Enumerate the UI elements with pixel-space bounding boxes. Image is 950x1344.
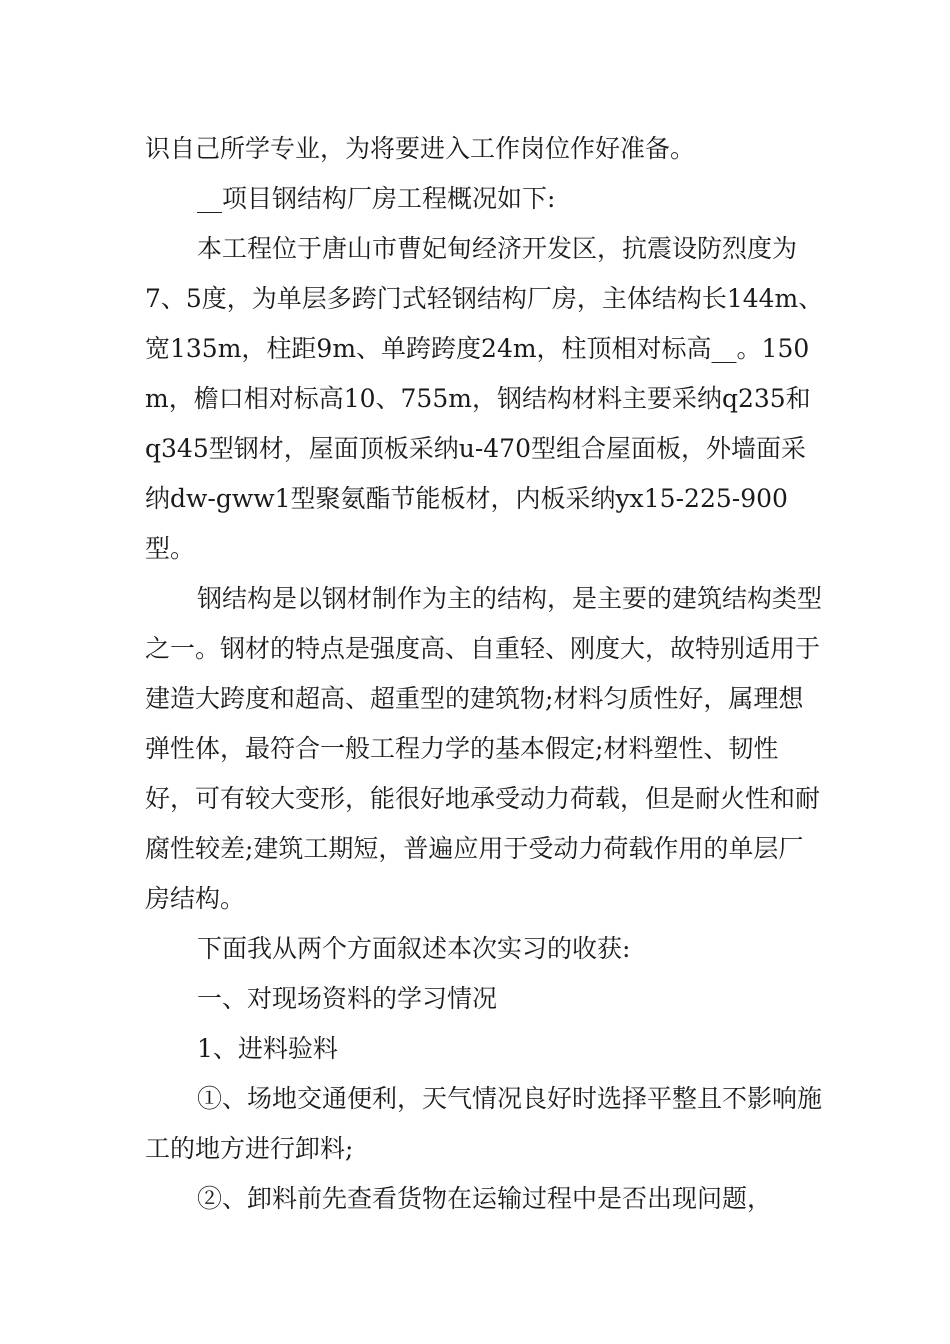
section-heading-site-materials: 一、对现场资料的学习情况: [197, 984, 498, 1013]
paragraph-project-description: 本工程位于唐山市曹妃甸经济开发区，抗震设防烈度为7、5度，为单层多跨门式轻钢结构厂房，主体结构长144m、宽135m，柱距9m、单跨跨度24m，柱顶相对标高__。150m，檐口相对标高10、755m，钢结构材料主要采纳q235和q345型钢材，屋面顶板采纳u-470型组合屋面板，外墙面采纳dw-gww1型聚氨酯节能板材，内板采纳yx15-225-900型。: [145, 234, 824, 563]
paragraph-intro-continuation: 识自己所学专业，为将要进入工作岗位作好准备。: [145, 134, 696, 163]
document-body: [145, 124, 825, 1224]
list-item-unloading-site: ①、场地交通便利，天气情况良好时选择平整且不影响施工的地方进行卸料;: [145, 1084, 823, 1163]
paragraph-steel-structure: 钢结构是以钢材制作为主的结构，是主要的建筑结构类型之一。钢材的特点是强度高、自重轻、刚度大，故特别适用于建造大跨度和超高、超重型的建筑物;材料匀质性好，属理想弹性体，最符合一般工程力学的基本假定;材料塑性、韧性好，可有较大变形，能很好地承受动力荷载，但是耐火性和耐腐性较差;建筑工期短，普遍应用于受动力荷载作用的单层厂房结构。: [145, 584, 823, 913]
paragraph-project-overview-heading: __项目钢结构厂房工程概况如下:: [197, 184, 556, 213]
subsection-heading-material-inspection: 1、进料验料: [197, 1034, 338, 1063]
list-item-pre-unload-check: ②、卸料前先查看货物在运输过程中是否出现问题，: [197, 1184, 773, 1213]
paragraph-gains-intro: 下面我从两个方面叙述本次实习的收获:: [197, 934, 631, 963]
